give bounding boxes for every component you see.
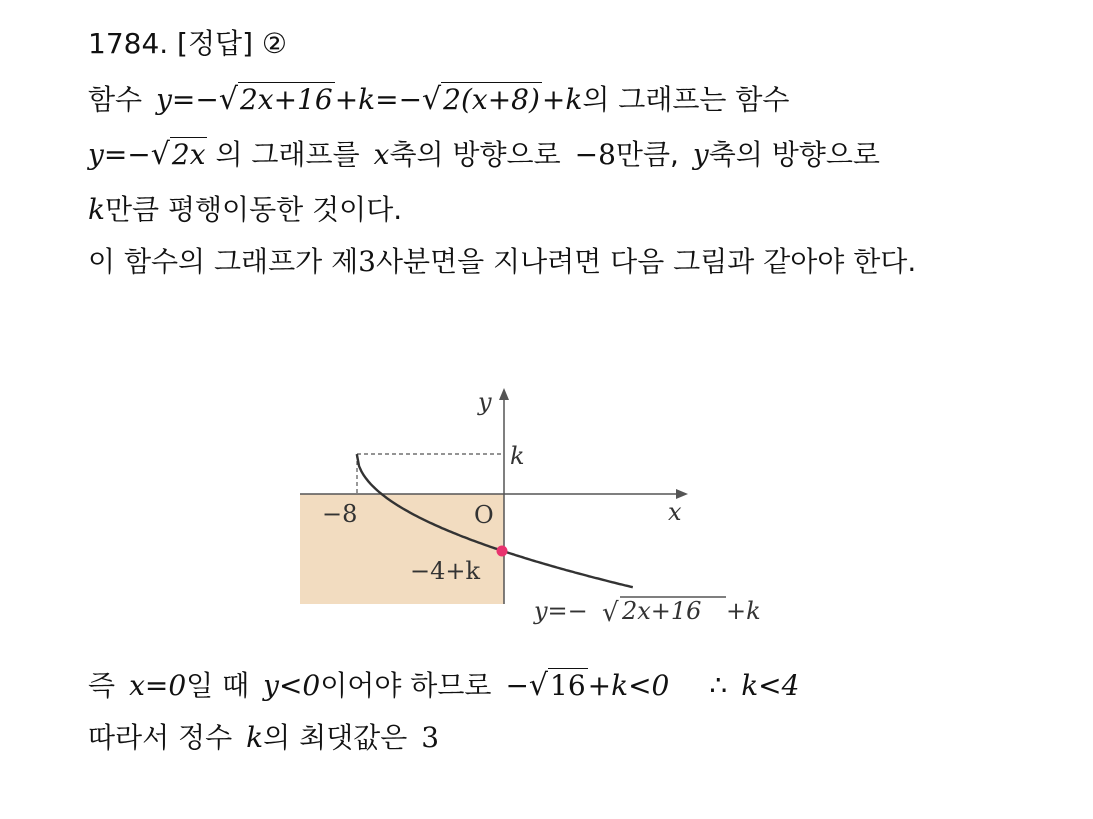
variable: x	[373, 138, 390, 171]
result-inequality: k<4	[741, 669, 800, 702]
x-axis-label: x	[668, 498, 682, 526]
neg8-label: −8	[322, 500, 358, 528]
text-segment: 이어야 하므로	[320, 669, 492, 702]
function-graph	[298, 376, 778, 652]
condition: y<0	[263, 669, 321, 702]
shift-value: −8	[574, 138, 616, 171]
text-segment: 일 때	[186, 669, 250, 702]
solution-line-5	[88, 668, 799, 704]
variable: k	[246, 721, 264, 754]
problem-number: 1784. [정답] ②	[88, 27, 288, 60]
text-segment: 의 최댓값은	[263, 721, 408, 754]
y-intercept-point	[497, 546, 508, 557]
intercept-label: −4+k	[410, 557, 481, 585]
sqrt-argument: 2(x+8)	[443, 83, 540, 116]
y-axis-label: y	[478, 388, 492, 416]
curve-equation-radical: √	[602, 598, 619, 628]
sqrt-expression: √2x+16	[218, 82, 333, 117]
equation-part: +k	[541, 83, 583, 116]
origin-label: O	[474, 501, 494, 529]
condition: x=0	[129, 669, 187, 702]
text-segment: 의 그래프를	[215, 138, 360, 171]
sqrt-argument: 2x	[171, 138, 206, 171]
sqrt-argument: 2x+16	[239, 83, 333, 116]
sqrt-expression: √2(x+8)	[422, 82, 540, 117]
sqrt-expression: √2x	[150, 137, 206, 172]
text-segment: 만큼,	[615, 138, 679, 171]
sqrt-argument: 16	[550, 669, 586, 702]
inequality-tail: +k<0	[587, 669, 670, 702]
equation-part: y=−	[156, 83, 219, 116]
curve-equation-tail: +k	[726, 597, 761, 625]
text-segment: 의 그래프는 함수	[582, 83, 790, 116]
solution-line-3	[88, 192, 402, 228]
y-axis-arrow	[499, 388, 509, 400]
text-segment: 이 함수의 그래프가 제	[88, 245, 359, 278]
text-segment: 축의 방향으로	[389, 138, 561, 171]
solution-line-6	[88, 720, 439, 756]
sqrt-expression: √16	[528, 668, 586, 703]
quadrant-number: 3	[358, 245, 376, 278]
solution-line-2	[88, 137, 880, 173]
solution-line-1	[88, 82, 789, 118]
problem-header	[88, 26, 287, 62]
k-label: k	[510, 442, 525, 470]
text-segment: 만큼 평행이동한 것이다.	[104, 193, 403, 226]
variable: y	[692, 138, 709, 171]
text-segment: 사분면을 지나려면 다음 그림과 같아야 한다.	[375, 245, 917, 278]
variable: k	[88, 193, 105, 226]
solution-line-4	[88, 244, 916, 280]
curve-equation-sqrt-argument: 2x+16	[622, 597, 702, 625]
text-segment: 따라서 정수	[88, 721, 233, 754]
text-segment: 축의 방향으로	[708, 138, 880, 171]
final-answer: 3	[421, 721, 440, 754]
therefore-symbol: ∴	[709, 669, 728, 702]
equation-part: y=−	[88, 138, 151, 171]
equation-part: −	[505, 669, 529, 702]
text-segment: 즉	[88, 669, 116, 702]
curve-equation-left: y=−	[534, 597, 588, 625]
text-segment: 함수	[88, 83, 143, 116]
equation-part: +k=−	[334, 83, 423, 116]
